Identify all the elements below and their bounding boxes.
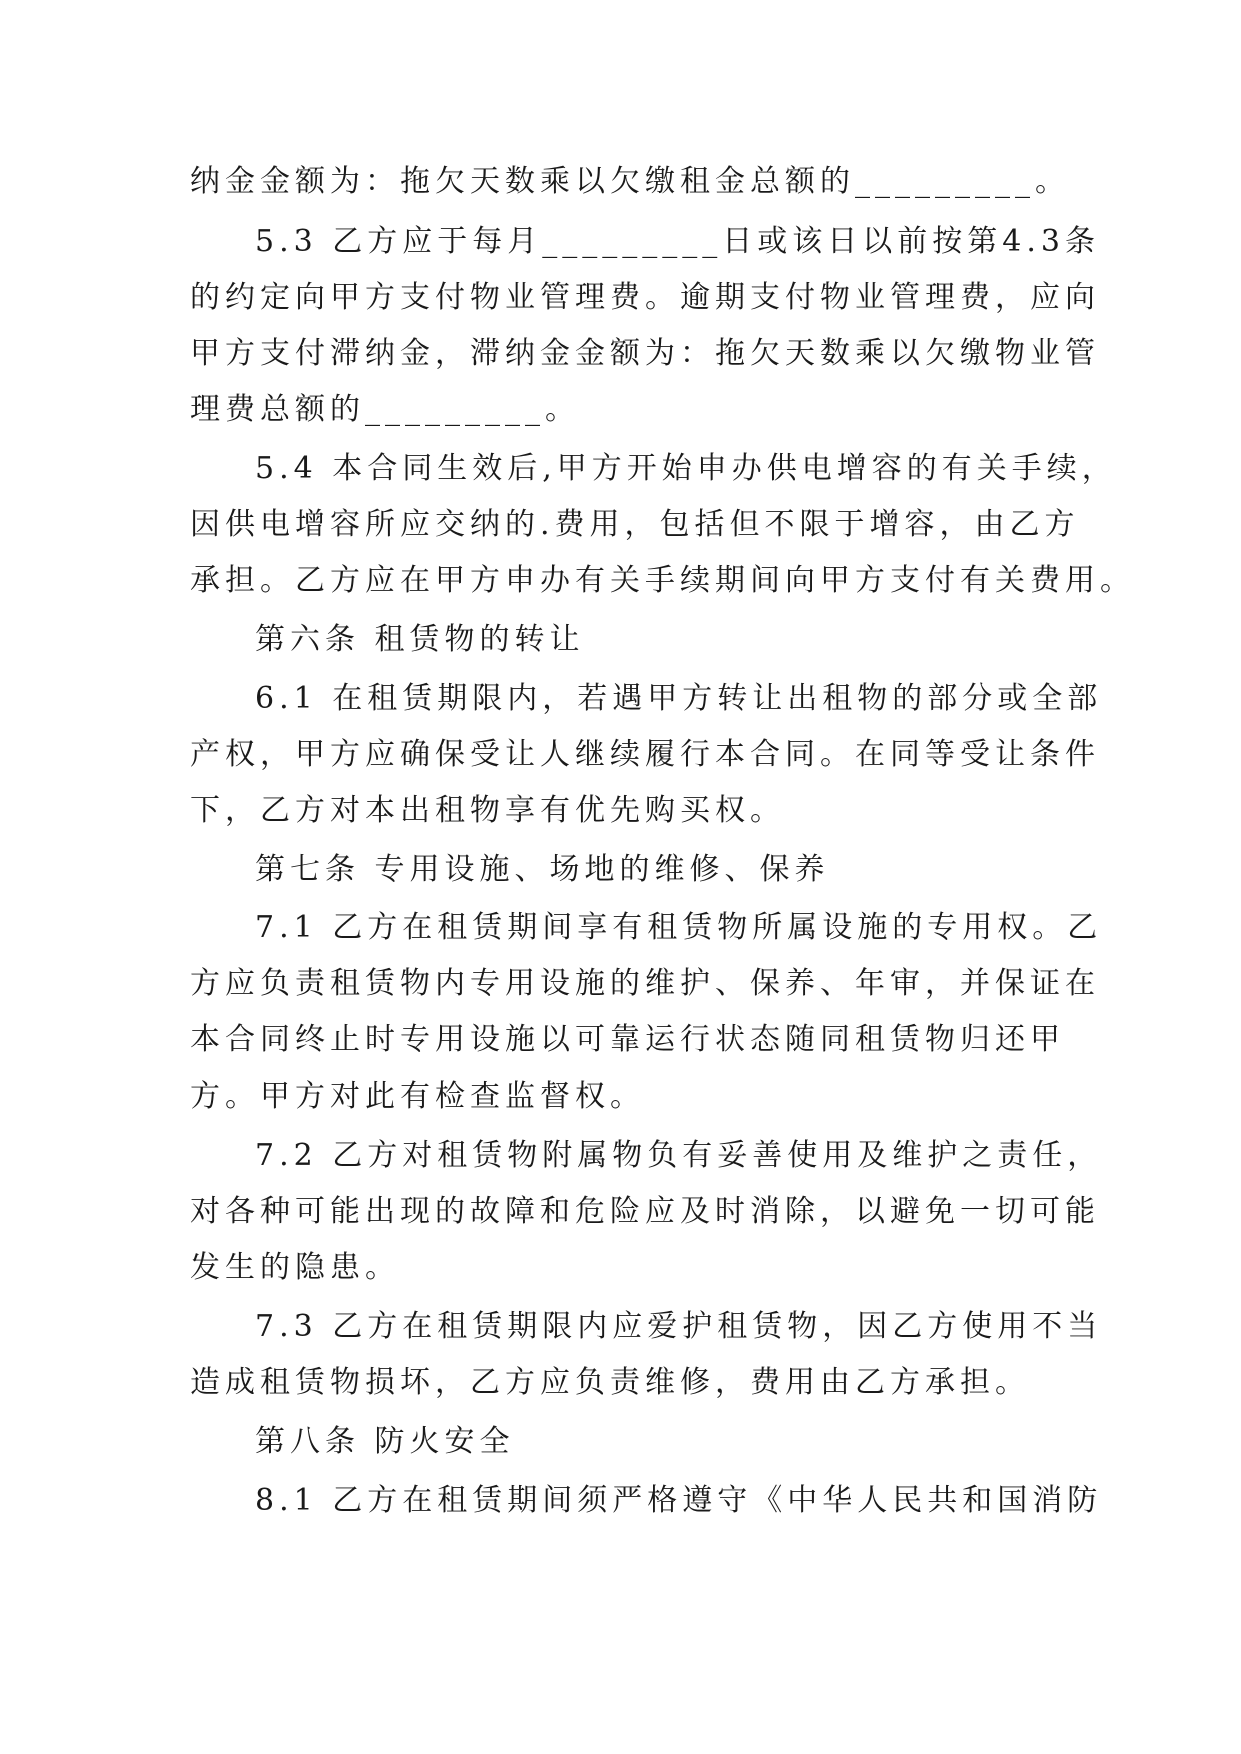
text-line: 造成租赁物损坏，乙方应负责维修，费用由乙方承担。 [190,1365,1030,1400]
text-line: 理费总额的_________。 [190,392,580,427]
clause-5-3-start: 5.3 乙方应于每月_________日或该日以前按第4.3条 [255,224,1100,259]
article-7-heading: 第七条 专用设施、场地的维修、保养 [255,852,830,887]
text-line: 产权，甲方应确保受让人继续履行本合同。在同等受让条件 [190,737,1100,772]
text-line: 下，乙方对本出租物享有优先购买权。 [190,793,785,828]
text-line: 的约定向甲方支付物业管理费。逾期支付物业管理费，应向 [190,280,1100,315]
text-line: 方应负责租赁物内专用设施的维护、保养、年审，并保证在 [190,966,1100,1001]
clause-8-1-start: 8.1 乙方在租赁期间须严格遵守《中华人民共和国消防 [255,1483,1103,1518]
clause-6-1-start: 6.1 在租赁期限内，若遇甲方转让出租物的部分或全部 [255,681,1103,716]
text-line: 发生的隐患。 [190,1250,400,1285]
text-line: 对各种可能出现的故障和危险应及时消除，以避免一切可能 [190,1194,1100,1229]
clause-7-1-start: 7.1 乙方在租赁期间享有租赁物所属设施的专用权。乙 [255,910,1103,945]
clause-7-3-start: 7.3 乙方在租赁期限内应爱护租赁物，因乙方使用不当 [255,1309,1103,1344]
text-line: 纳金金额为：拖欠天数乘以欠缴租金总额的_________。 [190,164,1070,199]
clause-5-4-start: 5.4 本合同生效后,甲方开始申办供电增容的有关手续， [255,451,1117,486]
text-line: 本合同终止时专用设施以可靠运行状态随同租赁物归还甲 [190,1022,1065,1057]
text-line: 甲方支付滞纳金，滞纳金金额为：拖欠天数乘以欠缴物业管 [190,336,1100,371]
text-line: 因供电增容所应交纳的.费用，包括但不限于增容，由乙方 [190,507,1080,542]
text-line: 方。甲方对此有检查监督权。 [190,1079,645,1114]
article-8-heading: 第八条 防火安全 [255,1424,515,1459]
text-line: 承担。乙方应在甲方申办有关手续期间向甲方支付有关费用。 [190,563,1135,598]
article-6-heading: 第六条 租赁物的转让 [255,622,585,657]
clause-7-2-start: 7.2 乙方对租赁物附属物负有妥善使用及维护之责任， [255,1138,1103,1173]
